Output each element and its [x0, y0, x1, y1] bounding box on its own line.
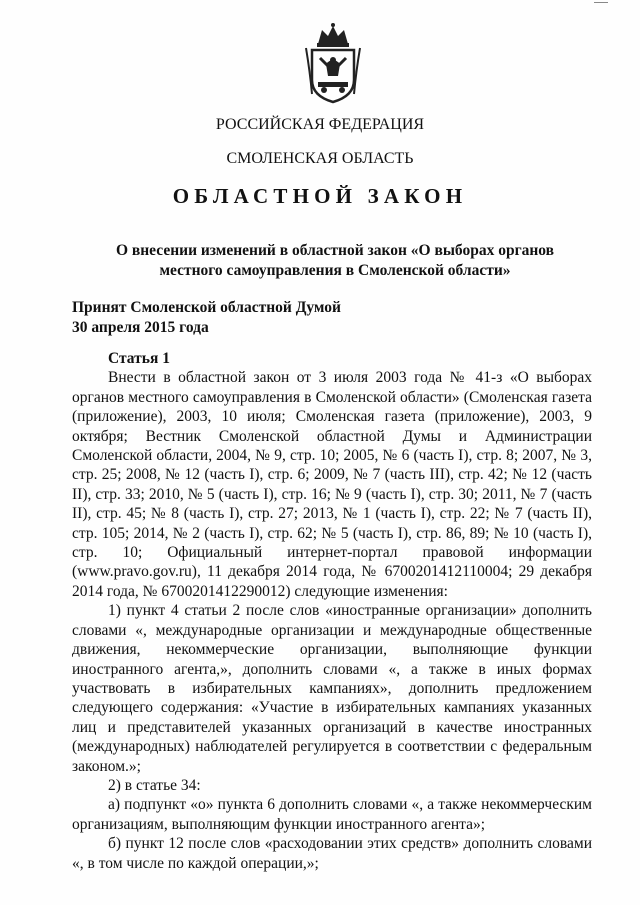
- coat-of-arms-icon: [302, 22, 364, 104]
- article-body: [72, 349, 592, 873]
- region-heading: СМОЛЕНСКАЯ ОБЛАСТЬ: [226, 150, 414, 167]
- article-heading: Статья 1: [108, 350, 170, 367]
- article-item-1: 1) пункт 4 статьи 2 после слов «иностранные организации» дополнить словами «, международные организации и международные общественные движения, некоммерческие организации, выполняющие функции иностранного агента,», дополнить словами «, а также в иных формах участвовать в избирательных кампаниях», дополнить предложением следующего содержания: «Участие в избирательных кампаниях указанных лиц и представителей указанных организаций в качестве иностранных (международных) наблюдателей регулируется в соответствии с федеральным законом.»;: [72, 602, 592, 775]
- adoption-body: Принят Смоленской областной Думой: [72, 299, 341, 316]
- adoption-info: [72, 298, 341, 338]
- article-item-2b: б) пункт 12 после слов «расходовании этих средств» дополнить словами «, в том числе по каждой операции,»;: [72, 835, 592, 872]
- law-title: ОБЛАСТНОЙ ЗАКОН: [172, 184, 468, 208]
- federation-heading: РОССИЙСКАЯ ФЕДЕРАЦИЯ: [215, 116, 425, 133]
- article-item-2: 2) в статье 34:: [108, 776, 201, 794]
- article-intro: Внести в областной закон от 3 июля 2003 года № 41-з «О выборах органов местного самоуправления в Смоленской области» (Смоленская газета (приложение), 2003, 10 июля; Смоленская газета (приложение), 2003, 9 октября; Вестник Смоленской областной Думы и Администрации Смоленской области, 2004, № 9, стр. 10; 2005, № 6 (часть I), стр. 8; 2007, № 3, стр. 25; 2008, № 12 (часть I), стр. 6; 2009, № 7 (часть III), стр. 42; № 12 (часть II), стр. 33; 2010, № 5 (часть I), стр. 16; № 9 (часть I), стр. 30; 2011, № 7 (часть II), стр. 45; № 8 (часть I), стр. 27; 2013, № 1 (часть I), стр. 22; № 7 (часть II), стр. 105; 2014, № 2 (часть I), стр. 62; № 5 (часть I), стр. 86, 89; № 10 (часть I), стр. 10; Официальный интернет-портал правовой информации (www.pravo.gov.ru), 11 декабря 2014 года, № 6700201412110004; 29 декабря 2014 года, № 6700201412290012) следующие изменения:: [72, 369, 592, 600]
- law-subject: О внесении изменений в областной закон «О выборах органов местного самоуправления в Смоленской области»: [115, 242, 555, 279]
- scan-mark: [594, 2, 608, 3]
- article-item-2a: а) подпункт «о» пункта 6 дополнить словами «, а также некоммерческим организациям, выполняющим функции иностранного агента»;: [72, 796, 592, 833]
- adoption-date: 30 апреля 2015 года: [72, 319, 209, 336]
